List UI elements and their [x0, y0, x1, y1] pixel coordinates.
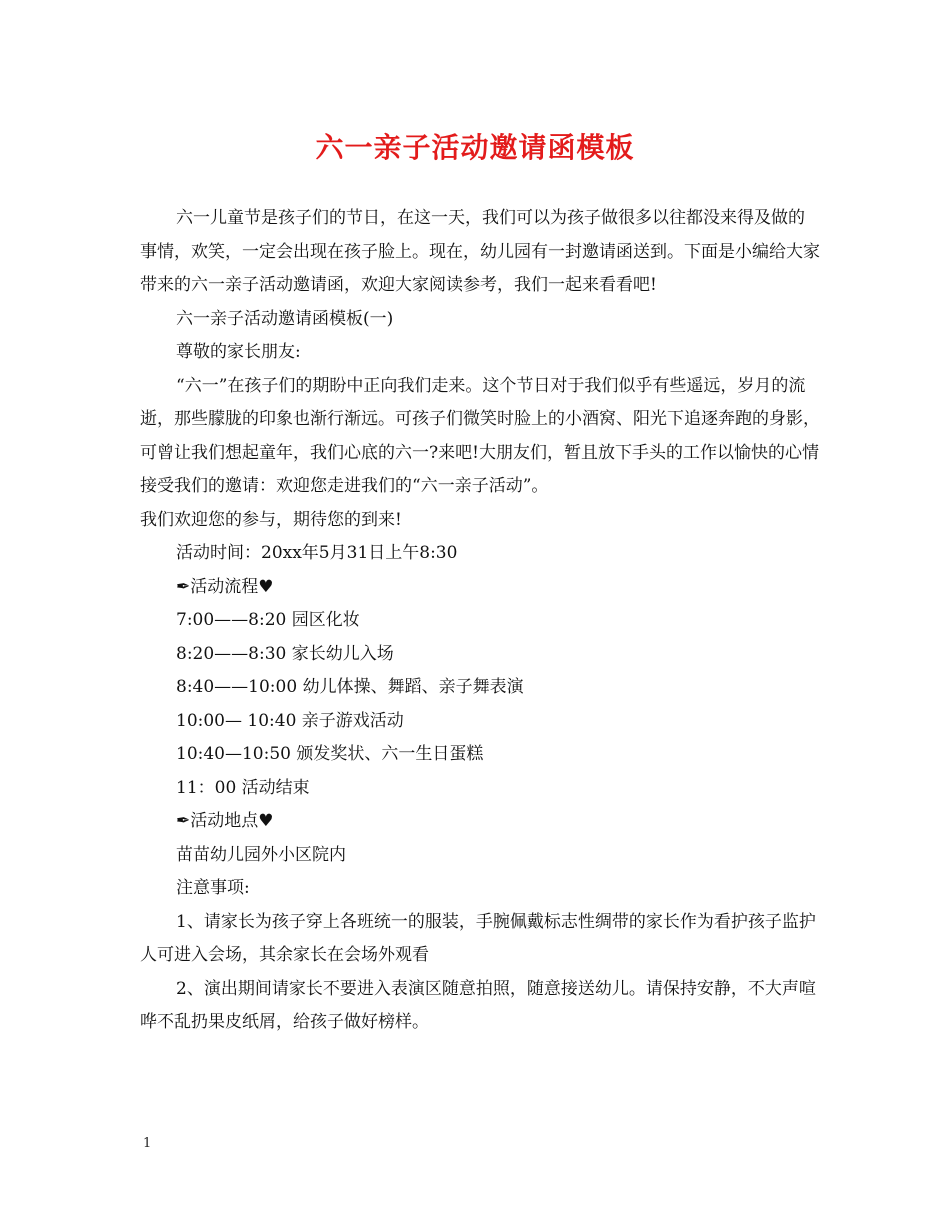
activity-time: 活动时间：20xx年5月31日上午8:30 — [176, 543, 458, 563]
subtitle: 六一亲子活动邀请函模板(一) — [176, 308, 394, 329]
schedule-item: 8:20——8:30 家长幼儿入场 — [176, 643, 394, 664]
schedule-item: 7:00——8:20 园区化妆 — [176, 610, 360, 630]
schedule-item: 10:00— 10:40 亲子游戏活动 — [176, 710, 404, 731]
schedule-item: 10:40—10:50 颁发奖状、六一生日蛋糕 — [176, 744, 484, 764]
note-item: 2、演出期间请家长不要进入表演区随意拍照，随意接送幼儿。请保持安静，不大声喧哗不乱扔果皮纸屑，给孩子做好榜样。 — [140, 978, 816, 1032]
intro-paragraph: 六一儿童节是孩子们的节日，在这一天，我们可以为孩子做很多以往都没来得及做的事情，欢笑，一定会出现在孩子脸上。现在，幼儿园有一封邀请函送到。下面是小编给大家带来的六一亲子活动邀请函，欢迎大家阅读参考，我们一起来看看吧! — [140, 208, 820, 295]
flow-heading: ✒活动流程♥ — [176, 576, 274, 597]
note-item: 1、请家长为孩子穿上各班统一的服装，手腕佩戴标志性绸带的家长作为看护孩子监护人可进入会场，其余家长在会场外观看 — [140, 911, 816, 965]
letter-body-paragraph: “六一”在孩子们的期盼中正向我们走来。这个节日对于我们似乎有些遥远，岁月的流逝，那些朦胧的印象也渐行渐远。可孩子们微笑时脸上的小酒窝、阳光下追逐奔跑的身影，可曾让我们想起童年，我们心底的六一?来吧!大朋友们，暂且放下手头的工作以愉快的心情接受我们的邀请：欢迎您走进我们的“六一亲子活动”。 — [140, 375, 820, 496]
schedule-item: 8:40——10:00 幼儿体操、舞蹈、亲子舞表演 — [176, 677, 524, 697]
document-title: 六一亲子活动邀请函模板 — [315, 131, 635, 164]
location: 苗苗幼儿园外小区院内 — [176, 844, 346, 865]
welcome-line: 我们欢迎您的参与，期待您的到来! — [140, 509, 402, 530]
document-body — [140, 202, 820, 1040]
notes-heading: 注意事项: — [176, 878, 250, 898]
page-number: 1 — [143, 1136, 152, 1151]
location-heading: ✒活动地点♥ — [176, 811, 274, 831]
salutation: 尊敬的家长朋友: — [176, 342, 301, 362]
schedule-item: 11：00 活动结束 — [176, 777, 310, 798]
